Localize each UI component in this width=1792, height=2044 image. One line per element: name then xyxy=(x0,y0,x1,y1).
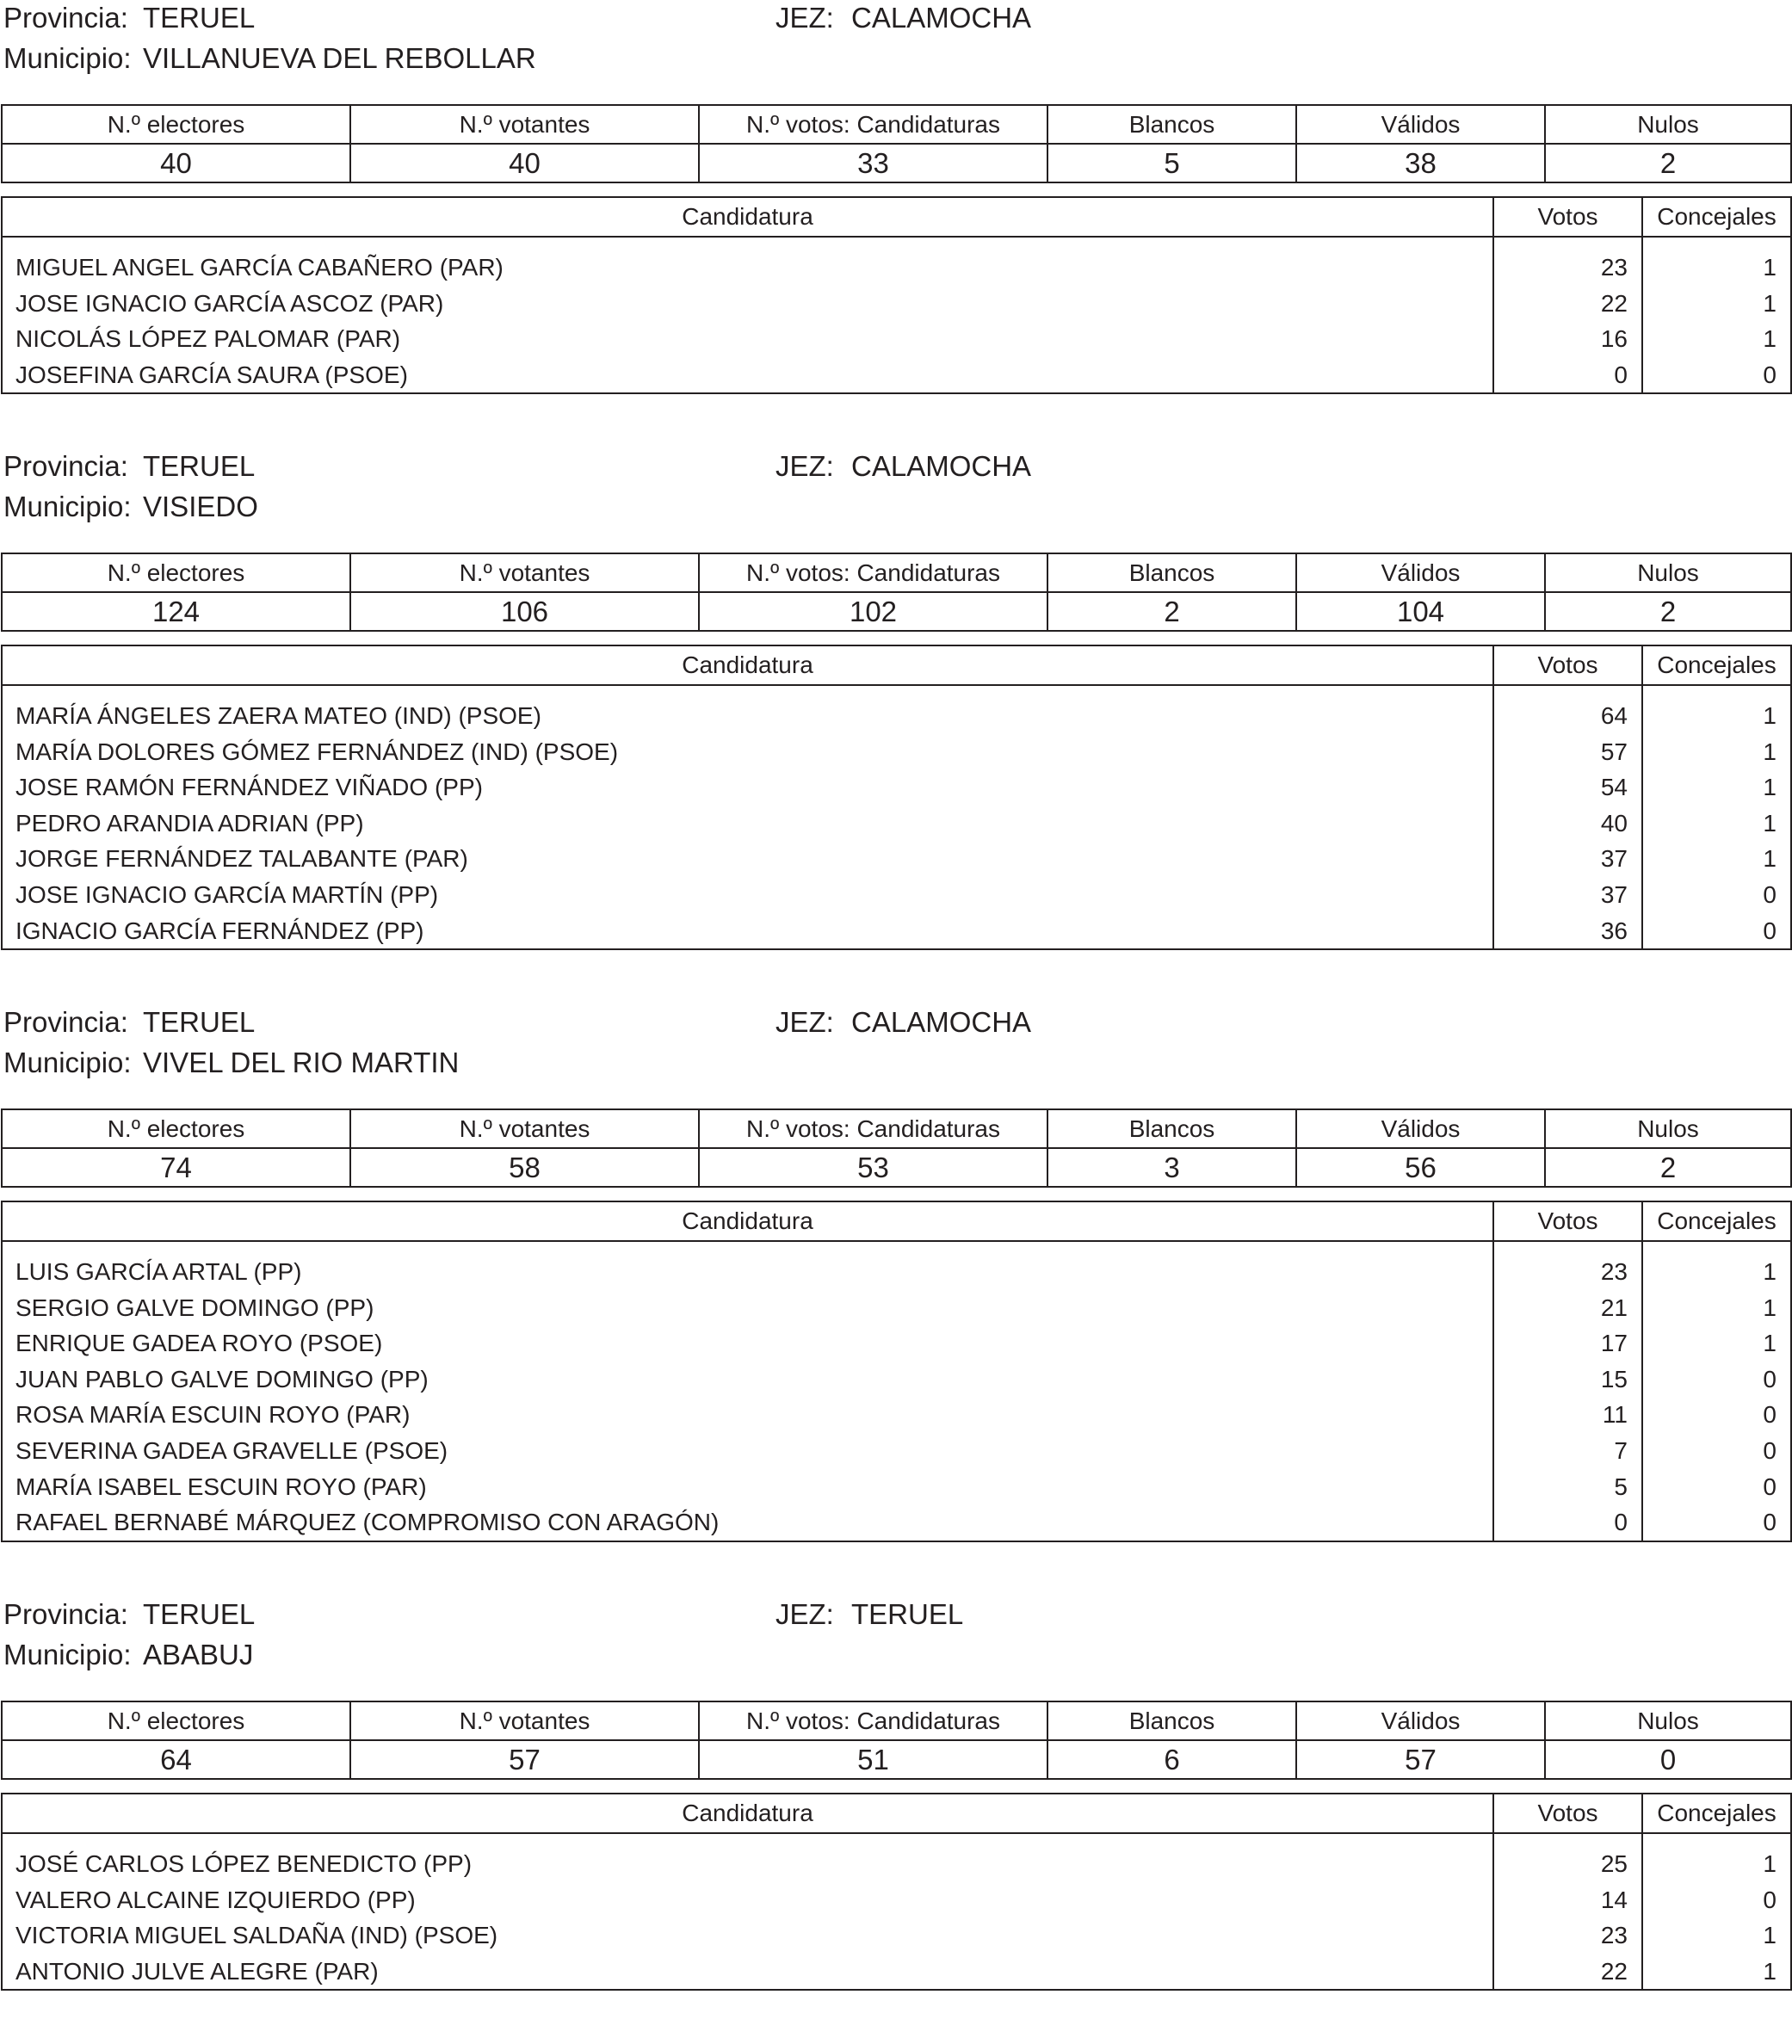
candidates-body-row xyxy=(2,237,1791,393)
candidate-councillors: 1 xyxy=(1763,325,1777,353)
stats-value-cell: 102 xyxy=(699,592,1047,631)
stats-value-cell: 124 xyxy=(2,592,350,631)
stats-value-cell: 3 xyxy=(1047,1148,1296,1187)
candidate-votes: 0 xyxy=(1614,361,1628,388)
candidate-councillors: 1 xyxy=(1763,1922,1777,1949)
jez-label: JEZ: xyxy=(776,2,834,34)
stats-header-cell: Blancos xyxy=(1047,105,1296,144)
row-spacer xyxy=(1494,686,1641,698)
candidate-name: JUAN PABLO GALVE DOMINGO (PP) xyxy=(15,1365,429,1393)
stats-value-cell: 104 xyxy=(1296,592,1545,631)
provincia-label: Provincia: xyxy=(3,450,128,482)
candidate-name: JOSE IGNACIO GARCÍA MARTÍN (PP) xyxy=(15,880,439,908)
municipality-section xyxy=(0,1004,1792,1536)
stats-header-cell: Válidos xyxy=(1296,105,1545,144)
candidates-header-cell: Concejales xyxy=(1642,1794,1791,1833)
candidates-header-cell: Votos xyxy=(1493,645,1642,685)
stats-header-cell: N.º votantes xyxy=(350,105,699,144)
candidates-header-row xyxy=(2,197,1791,237)
candidate-votes: 0 xyxy=(1614,1509,1628,1536)
stats-value-cell: 53 xyxy=(699,1148,1047,1187)
stats-value-cell: 74 xyxy=(2,1148,350,1187)
candidate-name-list xyxy=(3,686,1492,948)
stats-header-cell: Blancos xyxy=(1047,1701,1296,1740)
candidate-name: MIGUEL ANGEL GARCÍA CABAÑERO (PAR) xyxy=(15,254,504,281)
candidate-councillors: 0 xyxy=(1763,1473,1777,1500)
stats-header-cell: N.º votantes xyxy=(350,553,699,592)
row-spacer xyxy=(3,1834,1492,1846)
provincia-value: TERUEL xyxy=(143,450,256,482)
stats-value-cell: 57 xyxy=(1296,1740,1545,1779)
candidate-name-column xyxy=(2,685,1493,949)
row-spacer xyxy=(1494,1834,1641,1846)
candidate-votes: 54 xyxy=(1600,774,1628,801)
candidate-name: ANTONIO JULVE ALEGRE (PAR) xyxy=(15,1957,379,1985)
candidates-header-cell: Concejales xyxy=(1642,645,1791,685)
candidates-table xyxy=(1,1793,1792,1991)
candidate-councillors: 0 xyxy=(1763,880,1777,908)
candidate-votes: 40 xyxy=(1600,809,1628,837)
candidate-councillors: 1 xyxy=(1763,1850,1777,1877)
stats-value-row xyxy=(2,592,1791,631)
provincia-value: TERUEL xyxy=(143,1006,256,1038)
provincia-value: TERUEL xyxy=(143,2,256,34)
stats-header-cell: N.º votos: Candidaturas xyxy=(699,553,1047,592)
candidate-votes: 64 xyxy=(1600,702,1628,729)
municipio-label: Municipio: xyxy=(3,1047,132,1078)
candidate-votes: 37 xyxy=(1600,880,1628,908)
stats-value-cell: 2 xyxy=(1545,592,1791,631)
candidate-councillors: 1 xyxy=(1763,289,1777,317)
row-spacer xyxy=(1643,1242,1790,1254)
candidate-councillors: 1 xyxy=(1763,738,1777,765)
candidate-votes: 16 xyxy=(1600,325,1628,353)
jez-value: CALAMOCHA xyxy=(851,1006,1032,1038)
candidate-councillors: 1 xyxy=(1763,254,1777,281)
candidates-body-row xyxy=(2,1241,1791,1541)
provincia-label: Provincia: xyxy=(3,1598,128,1630)
jez-label: JEZ: xyxy=(776,1598,834,1630)
candidate-votes: 7 xyxy=(1614,1436,1628,1464)
stats-header-cell: Válidos xyxy=(1296,553,1545,592)
candidate-votes: 21 xyxy=(1600,1294,1628,1321)
stats-value-cell: 64 xyxy=(2,1740,350,1779)
stats-table xyxy=(1,104,1792,183)
stats-header-row xyxy=(2,1701,1791,1740)
jez-value: TERUEL xyxy=(851,1598,964,1630)
municipality-section xyxy=(0,0,1792,448)
stats-value-row xyxy=(2,1148,1791,1187)
candidate-votes-column xyxy=(1493,1833,1642,1990)
candidate-name: JOSÉ CARLOS LÓPEZ BENEDICTO (PP) xyxy=(15,1850,473,1877)
candidate-name: IGNACIO GARCÍA FERNÁNDEZ (PP) xyxy=(15,917,424,944)
candidate-votes-column xyxy=(1493,685,1642,949)
stats-header-cell: Válidos xyxy=(1296,1701,1545,1740)
candidates-body-row xyxy=(2,685,1791,949)
stats-value-cell: 2 xyxy=(1545,1148,1791,1187)
candidate-councillors: 0 xyxy=(1763,917,1777,944)
stats-value-cell: 56 xyxy=(1296,1148,1545,1187)
candidate-name: VICTORIA MIGUEL SALDAÑA (IND) (PSOE) xyxy=(15,1922,498,1949)
candidates-body-row xyxy=(2,1833,1791,1990)
row-spacer xyxy=(1494,1242,1641,1254)
candidates-header-row xyxy=(2,1794,1791,1833)
candidate-councillors-list xyxy=(1643,1242,1790,1541)
candidate-councillors: 1 xyxy=(1763,1957,1777,1985)
stats-value-cell: 33 xyxy=(699,144,1047,182)
candidate-votes-column xyxy=(1493,237,1642,393)
municipality-section xyxy=(0,1596,1792,2044)
candidate-councillors-column xyxy=(1642,237,1791,393)
candidate-councillors: 1 xyxy=(1763,1294,1777,1321)
candidate-name-column xyxy=(2,1241,1493,1541)
candidate-votes: 23 xyxy=(1600,254,1628,281)
candidate-name: LUIS GARCÍA ARTAL (PP) xyxy=(15,1258,302,1285)
municipio-label: Municipio: xyxy=(3,42,132,74)
candidate-councillors: 1 xyxy=(1763,702,1777,729)
stats-header-cell: Blancos xyxy=(1047,1109,1296,1148)
stats-value-cell: 51 xyxy=(699,1740,1047,1779)
candidate-votes: 57 xyxy=(1600,738,1628,765)
candidate-name-column xyxy=(2,1833,1493,1990)
municipio-value: VIVEL DEL RIO MARTIN xyxy=(143,1047,460,1078)
candidate-votes-list xyxy=(1494,686,1641,948)
candidate-votes-list xyxy=(1494,1242,1641,1541)
candidate-votes: 11 xyxy=(1602,1401,1628,1429)
candidate-name-list xyxy=(3,1242,1492,1541)
candidate-votes: 17 xyxy=(1600,1330,1628,1357)
candidate-name-list xyxy=(3,1834,1492,1989)
candidate-votes: 15 xyxy=(1600,1365,1628,1393)
candidates-header-cell: Concejales xyxy=(1642,197,1791,237)
candidates-table xyxy=(1,196,1792,394)
candidate-name: RAFAEL BERNABÉ MÁRQUEZ (COMPROMISO CON ARAGÓN) xyxy=(15,1509,720,1536)
candidate-name: JORGE FERNÁNDEZ TALABANTE (PAR) xyxy=(15,845,468,873)
jez-label: JEZ: xyxy=(776,450,834,482)
candidate-name: SERGIO GALVE DOMINGO (PP) xyxy=(15,1294,374,1321)
stats-value-cell: 57 xyxy=(350,1740,699,1779)
candidates-header-row xyxy=(2,645,1791,685)
stats-header-cell: Blancos xyxy=(1047,553,1296,592)
stats-header-cell: N.º electores xyxy=(2,1109,350,1148)
candidate-name-column xyxy=(2,237,1493,393)
stats-value-cell: 58 xyxy=(350,1148,699,1187)
candidates-header-cell: Candidatura xyxy=(2,1794,1493,1833)
stats-header-row xyxy=(2,553,1791,592)
candidate-votes: 22 xyxy=(1600,289,1628,317)
row-spacer xyxy=(1643,686,1790,698)
municipio-value: ABABUJ xyxy=(143,1639,254,1670)
candidate-votes: 37 xyxy=(1600,845,1628,873)
stats-table xyxy=(1,553,1792,632)
stats-header-cell: Nulos xyxy=(1545,1701,1791,1740)
candidate-name: PEDRO ARANDIA ADRIAN (PP) xyxy=(15,809,364,837)
row-spacer xyxy=(1643,1834,1790,1846)
candidate-name: JOSEFINA GARCÍA SAURA (PSOE) xyxy=(15,361,408,388)
stats-value-row xyxy=(2,1740,1791,1779)
candidates-header-cell: Votos xyxy=(1493,1201,1642,1241)
jez-value: CALAMOCHA xyxy=(851,450,1032,482)
stats-value-cell: 2 xyxy=(1047,592,1296,631)
candidate-councillors: 1 xyxy=(1763,774,1777,801)
stats-header-cell: Nulos xyxy=(1545,553,1791,592)
jez-value: CALAMOCHA xyxy=(851,2,1032,34)
provincia-value: TERUEL xyxy=(143,1598,256,1630)
municipality-section xyxy=(0,448,1792,944)
stats-header-cell: N.º votos: Candidaturas xyxy=(699,1701,1047,1740)
candidate-councillors: 0 xyxy=(1763,361,1777,388)
stats-header-cell: N.º votantes xyxy=(350,1701,699,1740)
candidate-votes-list xyxy=(1494,1834,1641,1989)
stats-table xyxy=(1,1108,1792,1188)
stats-table xyxy=(1,1701,1792,1780)
candidate-name: ROSA MARÍA ESCUIN ROYO (PAR) xyxy=(15,1401,411,1429)
row-spacer xyxy=(1643,238,1790,250)
candidate-name: VALERO ALCAINE IZQUIERDO (PP) xyxy=(15,1886,416,1913)
stats-header-cell: Válidos xyxy=(1296,1109,1545,1148)
candidate-councillors: 0 xyxy=(1763,1401,1777,1429)
candidate-votes: 14 xyxy=(1600,1886,1628,1913)
candidate-votes: 36 xyxy=(1600,917,1628,944)
stats-value-row xyxy=(2,144,1791,182)
candidate-councillors-list xyxy=(1643,1834,1790,1989)
candidate-councillors: 1 xyxy=(1763,845,1777,873)
candidate-name: NICOLÁS LÓPEZ PALOMAR (PAR) xyxy=(15,325,401,353)
candidate-councillors-list xyxy=(1643,238,1790,392)
candidate-councillors: 1 xyxy=(1763,1330,1777,1357)
candidate-name: JOSE IGNACIO GARCÍA ASCOZ (PAR) xyxy=(15,289,444,317)
municipio-label: Municipio: xyxy=(3,491,132,522)
candidate-name: SEVERINA GADEA GRAVELLE (PSOE) xyxy=(15,1436,448,1464)
stats-header-cell: N.º votos: Candidaturas xyxy=(699,105,1047,144)
candidate-councillors-list xyxy=(1643,686,1790,948)
candidates-table xyxy=(1,1201,1792,1542)
candidate-councillors: 1 xyxy=(1763,809,1777,837)
stats-header-cell: Nulos xyxy=(1545,1109,1791,1148)
candidates-header-cell: Candidatura xyxy=(2,1201,1493,1241)
candidates-table xyxy=(1,645,1792,950)
candidate-votes: 23 xyxy=(1600,1258,1628,1285)
stats-header-cell: N.º electores xyxy=(2,105,350,144)
stats-value-cell: 2 xyxy=(1545,144,1791,182)
row-spacer xyxy=(3,686,1492,698)
candidate-councillors-column xyxy=(1642,1241,1791,1541)
candidates-header-cell: Concejales xyxy=(1642,1201,1791,1241)
candidates-header-row xyxy=(2,1201,1791,1241)
provincia-label: Provincia: xyxy=(3,1006,128,1038)
stats-value-cell: 38 xyxy=(1296,144,1545,182)
stats-value-cell: 106 xyxy=(350,592,699,631)
municipio-value: VISIEDO xyxy=(143,491,258,522)
candidate-votes: 5 xyxy=(1614,1473,1628,1500)
candidate-name: ENRIQUE GADEA ROYO (PSOE) xyxy=(15,1330,383,1357)
stats-header-row xyxy=(2,105,1791,144)
stats-header-cell: Nulos xyxy=(1545,105,1791,144)
candidate-councillors: 0 xyxy=(1763,1509,1777,1536)
stats-value-cell: 40 xyxy=(350,144,699,182)
candidate-name: MARÍA DOLORES GÓMEZ FERNÁNDEZ (IND) (PSOE) xyxy=(15,738,619,765)
stats-value-cell: 6 xyxy=(1047,1740,1296,1779)
stats-value-cell: 0 xyxy=(1545,1740,1791,1779)
row-spacer xyxy=(1494,238,1641,250)
candidates-header-cell: Votos xyxy=(1493,197,1642,237)
candidate-name: JOSE RAMÓN FERNÁNDEZ VIÑADO (PP) xyxy=(15,774,483,801)
candidate-name-list xyxy=(3,238,1492,392)
candidate-councillors: 0 xyxy=(1763,1436,1777,1464)
stats-header-row xyxy=(2,1109,1791,1148)
candidate-councillors: 0 xyxy=(1763,1886,1777,1913)
municipio-label: Municipio: xyxy=(3,1639,132,1670)
row-spacer xyxy=(3,1242,1492,1254)
stats-header-cell: N.º votos: Candidaturas xyxy=(699,1109,1047,1148)
row-spacer xyxy=(3,238,1492,250)
candidate-councillors: 0 xyxy=(1763,1365,1777,1393)
candidate-councillors-column xyxy=(1642,1833,1791,1990)
jez-label: JEZ: xyxy=(776,1006,834,1038)
stats-value-cell: 5 xyxy=(1047,144,1296,182)
candidates-header-cell: Candidatura xyxy=(2,645,1493,685)
candidate-councillors-column xyxy=(1642,685,1791,949)
candidates-header-cell: Votos xyxy=(1493,1794,1642,1833)
stats-header-cell: N.º electores xyxy=(2,553,350,592)
provincia-label: Provincia: xyxy=(3,2,128,34)
candidate-votes: 25 xyxy=(1600,1850,1628,1877)
candidate-name: MARÍA ÁNGELES ZAERA MATEO (IND) (PSOE) xyxy=(15,702,541,729)
candidate-votes-column xyxy=(1493,1241,1642,1541)
candidates-header-cell: Candidatura xyxy=(2,197,1493,237)
stats-header-cell: N.º electores xyxy=(2,1701,350,1740)
candidate-votes: 23 xyxy=(1600,1922,1628,1949)
municipio-value: VILLANUEVA DEL REBOLLAR xyxy=(143,42,536,74)
candidate-councillors: 1 xyxy=(1763,1258,1777,1285)
candidate-name: MARÍA ISABEL ESCUIN ROYO (PAR) xyxy=(15,1473,427,1500)
candidate-votes-list xyxy=(1494,238,1641,392)
stats-header-cell: N.º votantes xyxy=(350,1109,699,1148)
candidate-votes: 22 xyxy=(1600,1957,1628,1985)
stats-value-cell: 40 xyxy=(2,144,350,182)
